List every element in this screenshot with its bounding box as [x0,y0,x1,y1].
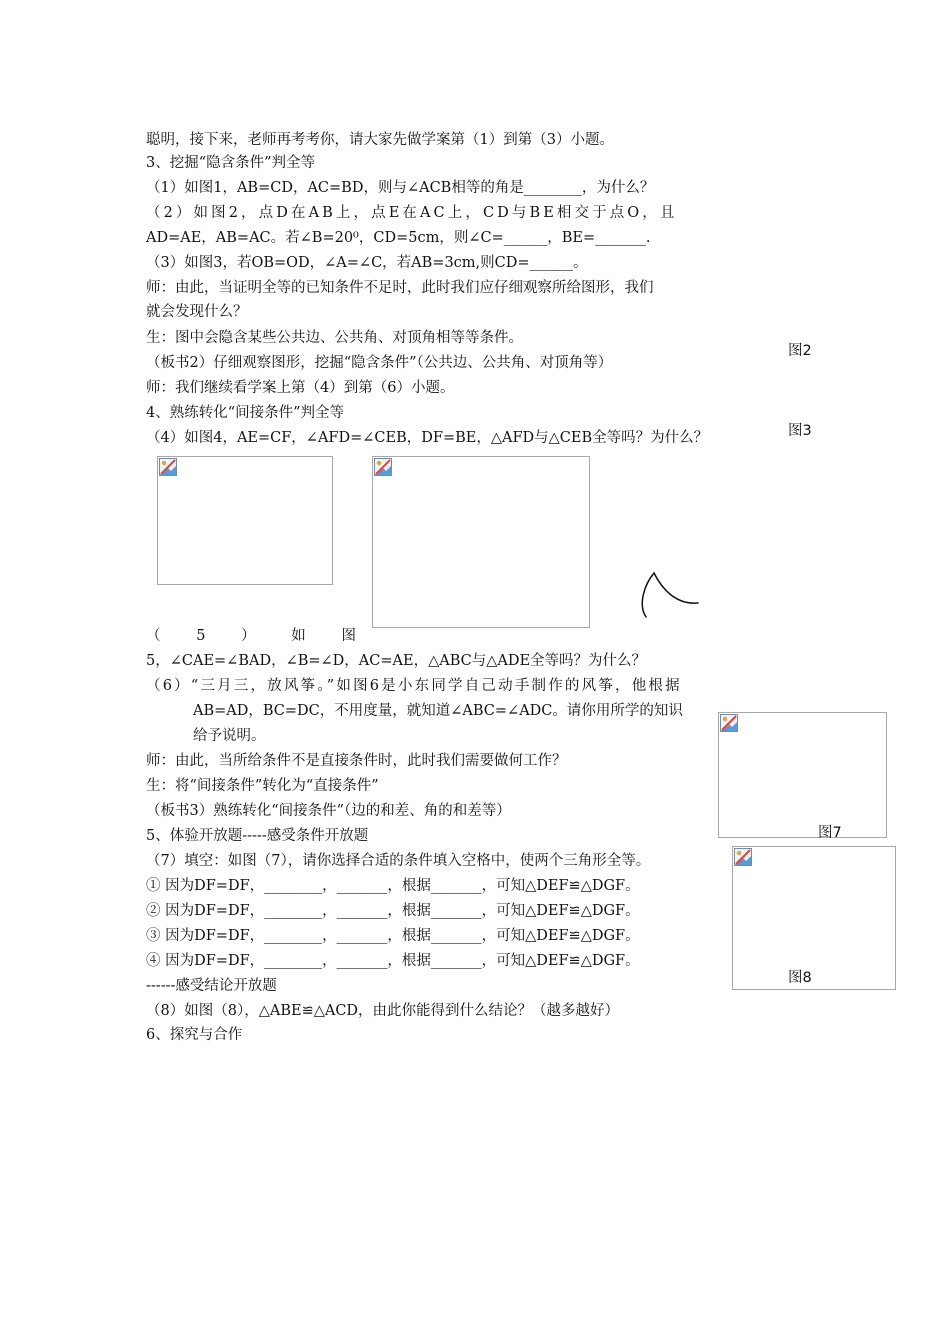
figure-5-image [372,456,590,628]
figure-7-image [718,712,887,838]
question-5-number: 5 [196,628,206,644]
fill-blank-1: ① 因为DF=DF，________，_______，根据_______，可知△DEF≌△DGF。 [146,878,640,894]
teacher-line-1: 师：由此，当证明全等的已知条件不足时，此时我们应仔细观察所给图形，我们 [146,280,654,296]
paren-close: ） [241,628,256,644]
hand-drawn-curve [636,565,706,620]
board-note-2: （板书2）仔细观察图形，挖掘“隐含条件”（公共边、公共角、对顶角等） [146,355,613,371]
paren-open: （ [146,628,161,644]
student-line-1: 生：图中会隐含某些公共边、公共角、对顶角相等等条件。 [146,330,523,346]
section-6-heading: 6、探究与合作 [146,1027,243,1043]
fill-blank-3: ③ 因为DF=DF，________，_______，根据_______，可知△DEF≌△DGF。 [146,928,640,944]
teacher-line-4: 师：由此，当所给条件不是直接条件时，此时我们需要做何工作？ [146,753,567,769]
teacher-line-3: 师：我们继续看学案上第（4）到第（6）小题。 [146,380,455,396]
conclusion-open-heading: ------感受结论开放题 [146,978,277,994]
figure-3-label: 图3 [788,423,812,439]
question-2-line-1: （2）如图2，点D在AB上，点E在AC上，CD与BE相交于点O，且 [146,205,678,221]
board-note-3: （板书3）熟练转化“间接条件”（边的和差、角的和差等） [146,803,511,819]
figure-4-image [157,456,333,585]
question-4: （4）如图4，AE=CF，∠AFD=∠CEB，DF=BE，△AFD与△CEB全等吗？为什么？ [146,430,709,446]
question-6-line-1: （6）“三月三，放风筝。”如图6是小东同学自己动手制作的风筝，他根据 [146,678,682,694]
fill-blank-2: ② 因为DF=DF，________，_______，根据_______，可知△DEF≌△DGF。 [146,903,640,919]
broken-image-icon [159,458,177,476]
question-2-line-2: AD=AE，AB=AC。若∠B=20⁰，CD=5cm，则∠C=______，BE=_______. [146,230,651,246]
question-6-line-3: 给予说明。 [193,728,266,744]
figure-2-label: 图2 [788,343,812,359]
question-7: （7）填空：如图（7），请你选择合适的条件填入空格中，使两个三角形全等。 [146,853,651,869]
question-3: （3）如图3，若OB=OD，∠A=∠C，若AB=3cm,则CD=______。 [146,255,588,271]
question-5-line-1 [146,626,356,646]
figure-8-image [732,846,896,990]
section-3-heading: 3、挖掘“隐含条件”判全等 [146,155,316,171]
section-4-heading: 4、熟练转化“间接条件”判全等 [146,405,345,421]
word-tu: 图 [341,628,356,644]
fill-blank-4: ④ 因为DF=DF，________，_______，根据_______，可知△DEF≌△DGF。 [146,953,640,969]
question-1: （1）如图1，AB=CD，AC=BD，则与∠ACB相等的角是________，为什么？ [146,180,655,196]
broken-image-icon [734,848,752,866]
question-5-line-2: 5，∠CAE=∠BAD，∠B=∠D，AC=AE，△ABC与△ADE全等吗？为什么？ [146,653,647,669]
question-8: （8）如图（8），△ABE≌△ACD，由此你能得到什么结论？（越多越好） [146,1003,620,1019]
section-5-heading: 5、体验开放题-----感受条件开放题 [146,828,369,844]
student-line-2: 生：将“间接条件”转化为“直接条件” [146,778,379,794]
figure-8-label: 图8 [788,970,812,986]
word-ru: 如 [291,628,306,644]
question-6-line-2: AB=AD，BC=DC，不用度量，就知道∠ABC=∠ADC。请你用所学的知识 [193,703,683,719]
broken-image-icon [374,458,392,476]
figure-7-label: 图7 [818,825,842,841]
broken-image-icon [720,714,738,732]
text-line-1: 聪明，接下来，老师再考考你，请大家先做学案第（1）到第（3）小题。 [146,132,614,148]
teacher-line-2: 就会发现什么？ [146,304,248,320]
